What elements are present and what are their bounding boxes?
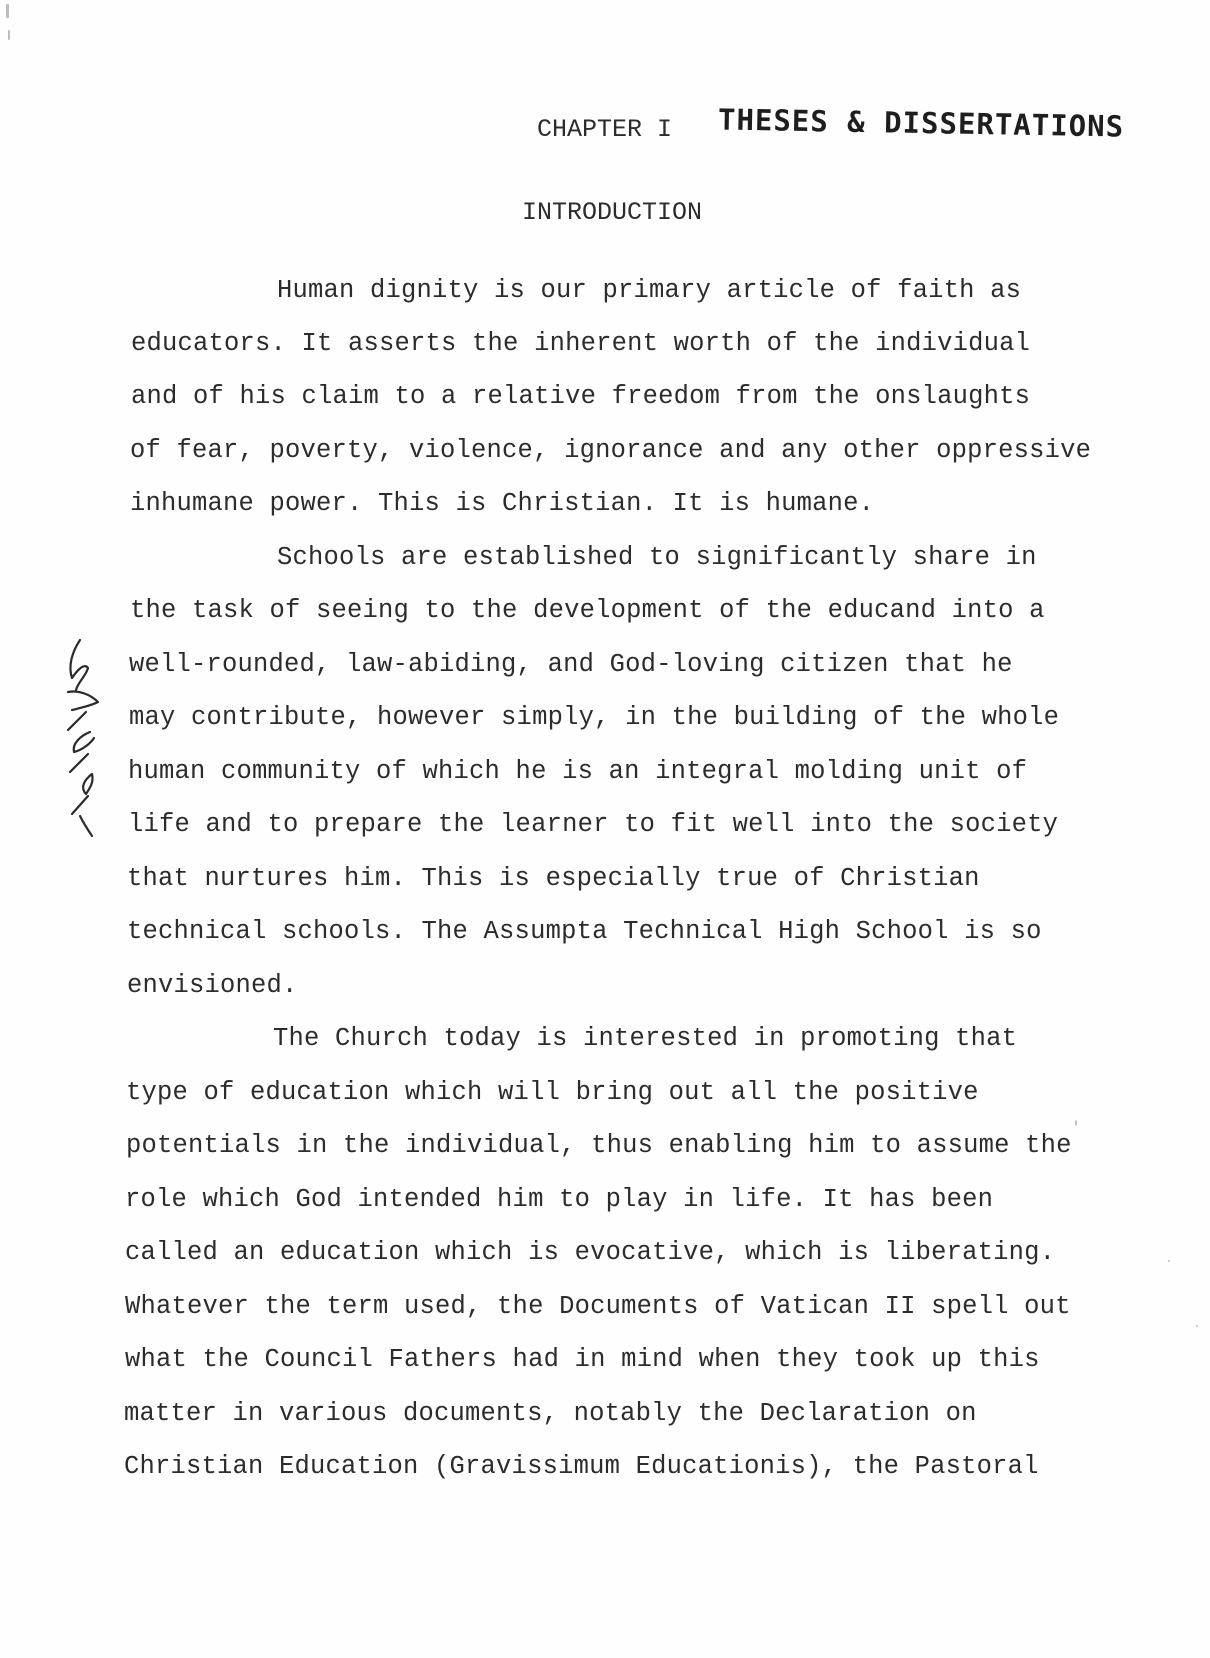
body-line: of fear, poverty, violence, ignorance and any other oppressive	[130, 436, 1092, 465]
body-line: what the Council Fathers had in mind when they took up this	[125, 1345, 1040, 1374]
body-line: type of education which will bring out all the positive	[126, 1078, 979, 1107]
scan-mark	[8, 30, 10, 40]
handwritten-margin-note	[28, 632, 118, 842]
chapter-heading: CHAPTER I	[537, 115, 673, 144]
body-line: human community of which he is an integral molding unit of	[128, 757, 1028, 786]
section-title: INTRODUCTION	[522, 198, 703, 227]
theses-dissertations-stamp: THESES & DISSERTATIONS	[717, 102, 1125, 144]
body-line: well-rounded, law-abiding, and God-loving citizen that he	[129, 650, 1013, 679]
body-line: educators. It asserts the inherent worth of the individual	[131, 329, 1031, 358]
body-line: the task of seeing to the development of the educand into a	[130, 596, 1045, 625]
body-line: may contribute, however simply, in the building of the whole	[129, 703, 1060, 732]
body-line: that nurtures him. This is especially true of Christian	[127, 864, 980, 893]
scan-speck	[1196, 1325, 1198, 1327]
body-line: Human dignity is our primary article of faith as	[277, 276, 1022, 305]
body-line: The Church today is interested in promoting that	[273, 1024, 1018, 1053]
scan-speck	[1075, 1120, 1077, 1126]
scan-speck	[1168, 1260, 1170, 1262]
body-line: inhumane power. This is Christian. It is humane.	[130, 489, 875, 518]
body-line: called an education which is evocative, which is liberating.	[125, 1238, 1056, 1267]
body-line: and of his claim to a relative freedom from the onslaughts	[131, 382, 1031, 411]
body-line: role which God intended him to play in life. It has been	[125, 1185, 994, 1214]
body-line: technical schools. The Assumpta Technical High School is so	[127, 917, 1042, 946]
body-line: life and to prepare the learner to fit well into the society	[128, 810, 1059, 839]
scan-mark	[6, 4, 9, 18]
body-line: Whatever the term used, the Documents of Vatican II spell out	[125, 1292, 1071, 1321]
body-line: Schools are established to significantly share in	[277, 543, 1037, 572]
body-line: envisioned.	[127, 971, 298, 1000]
body-line: potentials in the individual, thus enabling him to assume the	[126, 1131, 1072, 1160]
body-line: Christian Education (Gravissimum Educationis), the Pastoral	[124, 1452, 1039, 1481]
body-line: matter in various documents, notably the Declaration on	[124, 1399, 977, 1428]
